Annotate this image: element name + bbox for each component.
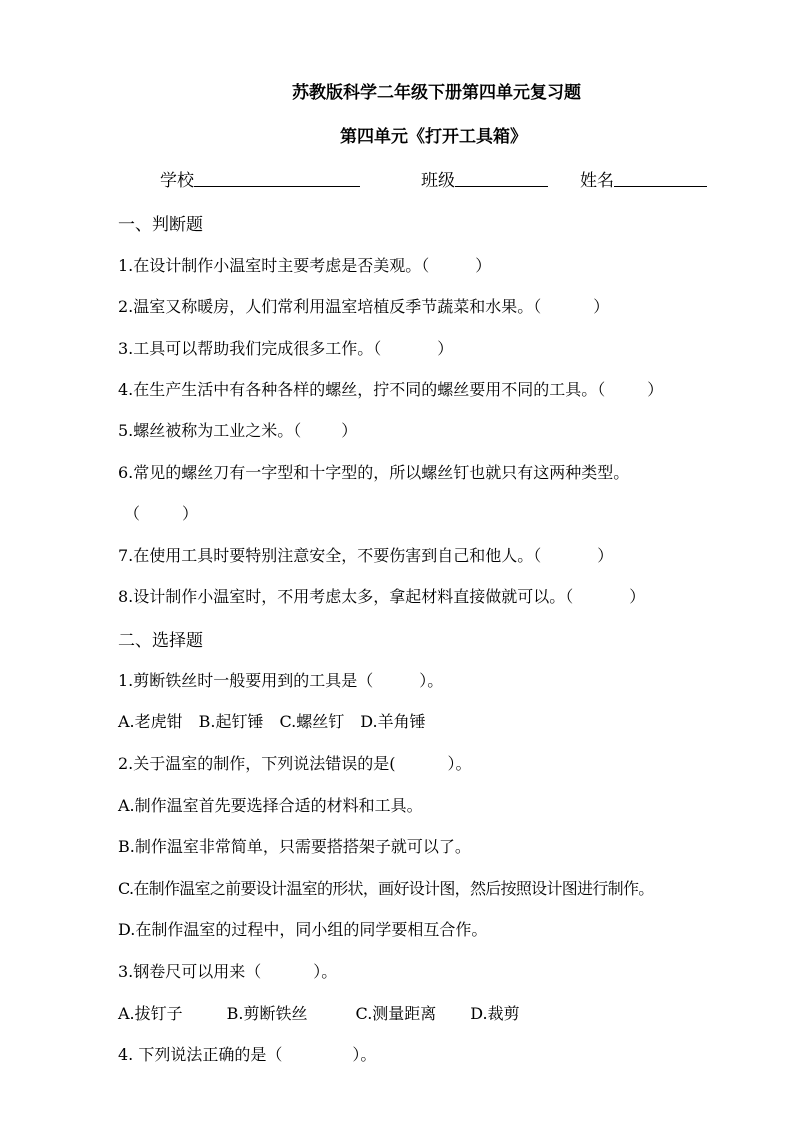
name-blank (614, 169, 707, 187)
page-title: 苏教版科学二年级下册第四单元复习题 (292, 83, 581, 103)
name-field (580, 166, 707, 191)
name-label: 姓名 (580, 171, 614, 191)
judgement-item-7: 7.在使用工具时要特别注意安全，不要伤害到自己和他人。（ ） (118, 546, 614, 565)
choice-question-2-option-b: B.制作温室非常简单，只需要搭搭架子就可以了。 (118, 837, 471, 856)
judgement-item-3: 3.工具可以帮助我们完成很多工作。（ ） (118, 339, 454, 358)
judgement-item-5: 5.螺丝被称为工业之米。（ ） (118, 421, 358, 440)
section-heading-judgement: 一、判断题 (118, 215, 203, 235)
class-blank (455, 169, 548, 187)
choice-question-2-option-c: C.在制作温室之前要设计温室的形状，画好设计图，然后按照设计图进行制作。 (118, 879, 654, 898)
class-field (421, 166, 548, 191)
school-blank (194, 169, 360, 187)
choice-question-3: 3.钢卷尺可以用来（ ）。 (118, 962, 338, 981)
school-field (160, 166, 360, 191)
choice-question-1-options: A.老虎钳 B.起钉锤 C.螺丝钉 D.羊角锤 (118, 712, 426, 731)
school-label: 学校 (160, 171, 194, 191)
choice-question-2: 2.关于温室的制作，下列说法错误的是( ）。 (118, 754, 472, 773)
judgement-item-6-answer: （ ） (124, 504, 199, 523)
judgement-item-4: 4.在生产生活中有各种各样的螺丝，拧不同的螺丝要用不同的工具。（ ） (118, 380, 664, 399)
judgement-item-6: 6.常见的螺丝刀有一字型和十字型的，所以螺丝钉也就只有这两种类型。 (118, 463, 630, 482)
section-heading-choice: 二、选择题 (118, 631, 203, 651)
judgement-item-8: 8.设计制作小温室时，不用考虑太多，拿起材料直接做就可以。（ ） (118, 587, 646, 606)
choice-question-3-options: A.拔钉子 B.剪断铁丝 C.测量距离 D.裁剪 (118, 1004, 520, 1023)
class-label: 班级 (421, 171, 455, 191)
page-subtitle: 第四单元《打开工具箱》 (340, 127, 527, 147)
choice-question-4: 4. 下列说法正确的是（ ）。 (118, 1045, 377, 1064)
choice-question-1: 1.剪断铁丝时一般要用到的工具是（ ）。 (118, 671, 444, 690)
judgement-item-2: 2.温室又称暖房，人们常利用温室培植反季节蔬菜和水果。（ ） (118, 297, 610, 316)
judgement-item-1: 1.在设计制作小温室时主要考虑是否美观。（ ） (118, 256, 492, 275)
choice-question-2-option-d: D.在制作温室的过程中，同小组的同学要相互合作。 (118, 920, 488, 939)
choice-question-2-option-a: A.制作温室首先要选择合适的材料和工具。 (118, 796, 423, 815)
